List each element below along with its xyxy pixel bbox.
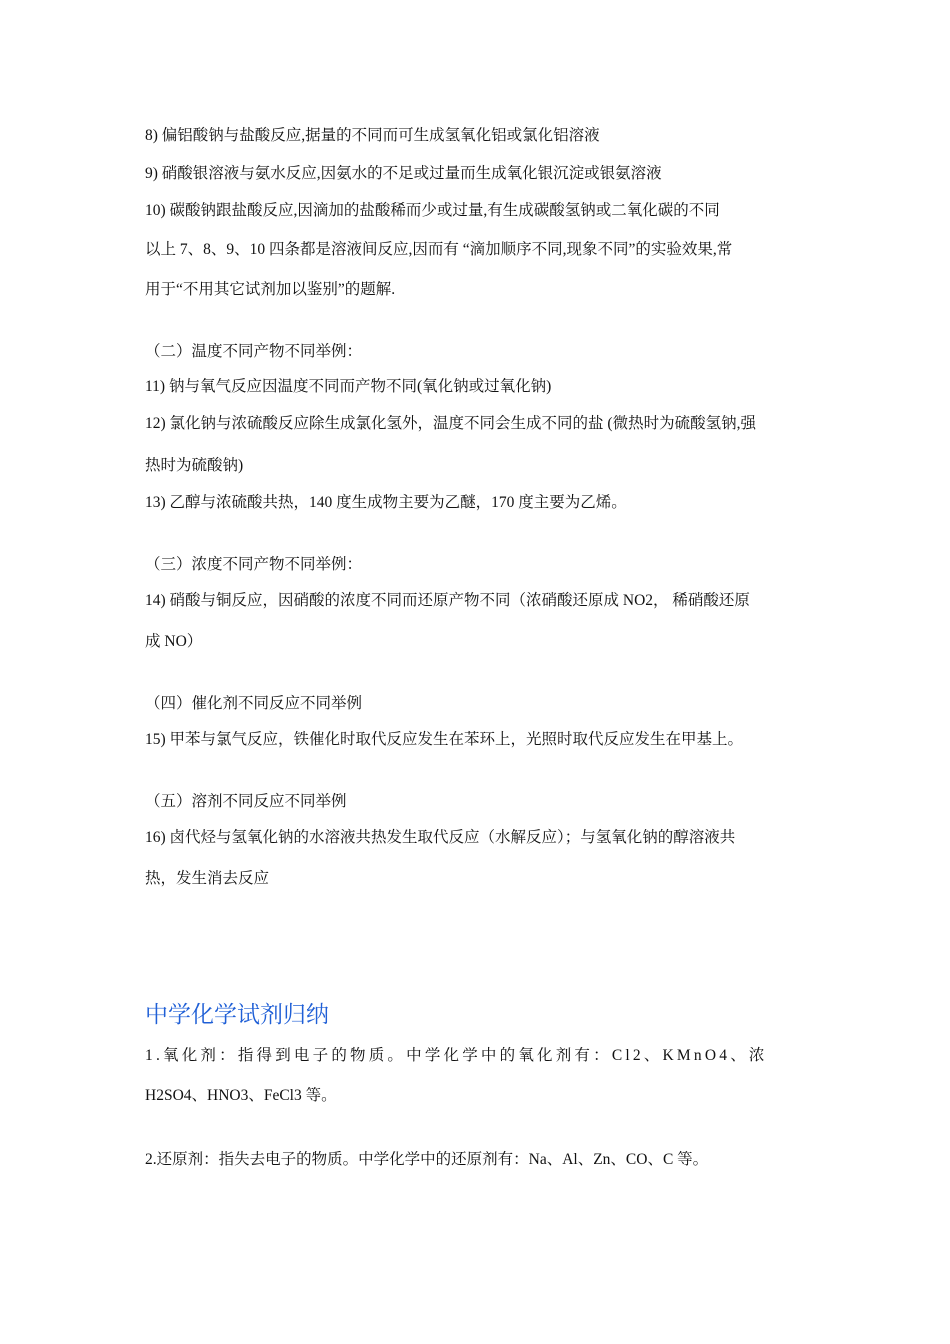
subheading-temperature: （二）温度不同产物不同举例： [145, 343, 363, 360]
subheading-catalyst: （四）催化剂不同反应不同举例 [145, 695, 363, 712]
text-line-16-cont: 热，发生消去反应 [145, 870, 270, 887]
text-line-16: 16) 卤代烃与氢氧化钠的水溶液共热发生取代反应（水解反应）；与氢氧化钠的醇溶液共 [145, 829, 736, 846]
text-line-15: 15) 甲苯与氯气反应，铁催化时取代反应发生在苯环上，光照时取代反应发生在甲基上。 [145, 731, 744, 748]
section-title: 中学化学试剂归纳 [145, 1002, 329, 1028]
summary-line-1: 以上 7、8、9、10 四条都是溶液间反应,因而有 “滴加顺序不同,现象不同”的实验效果,常 [145, 241, 733, 258]
text-line-11: 11) 钠与氧气反应因温度不同而产物不同(氧化钠或过氧化钠) [145, 378, 552, 395]
summary-line-2: 用于“不用其它试剂加以鉴别”的题解. [145, 281, 396, 298]
text-line-9: 9) 硝酸银溶液与氨水反应,因氨水的不足或过量而生成氧化银沉淀或银氨溶液 [145, 165, 662, 182]
subheading-concentration: （三）浓度不同产物不同举例： [145, 556, 363, 573]
oxidant-line-2: H2SO4、HNO3、FeCl3 等。 [145, 1087, 337, 1104]
reductant-line-1: 2.还原剂：指失去电子的物质。中学化学中的还原剂有：Na、Al、Zn、CO、C 等。 [145, 1151, 709, 1168]
oxidant-line-1: 1.氧化剂：指得到电子的物质。中学化学中的氧化剂有：Cl2、KMnO4、浓 [145, 1047, 768, 1064]
text-line-14-cont: 成 NO） [145, 633, 203, 650]
text-line-8: 8) 偏铝酸钠与盐酸反应,据量的不同而可生成氢氧化铝或氯化铝溶液 [145, 127, 600, 144]
text-line-12: 12) 氯化钠与浓硫酸反应除生成氯化氢外，温度不同会生成不同的盐 (微热时为硫酸氢钠,强 [145, 415, 756, 432]
text-line-13: 13) 乙醇与浓硫酸共热，140 度生成物主要为乙醚，170 度主要为乙烯。 [145, 494, 627, 511]
subheading-solvent: （五）溶剂不同反应不同举例 [145, 793, 347, 810]
text-line-10: 10) 碳酸钠跟盐酸反应,因滴加的盐酸稀而少或过量,有生成碳酸氢钠或二氧化碳的不同 [145, 202, 720, 219]
text-line-12-cont: 热时为硫酸钠) [145, 457, 244, 474]
text-line-14: 14) 硝酸与铜反应，因硝酸的浓度不同而还原产物不同（浓硝酸还原成 NO2， 稀硝酸还原 [145, 592, 750, 609]
